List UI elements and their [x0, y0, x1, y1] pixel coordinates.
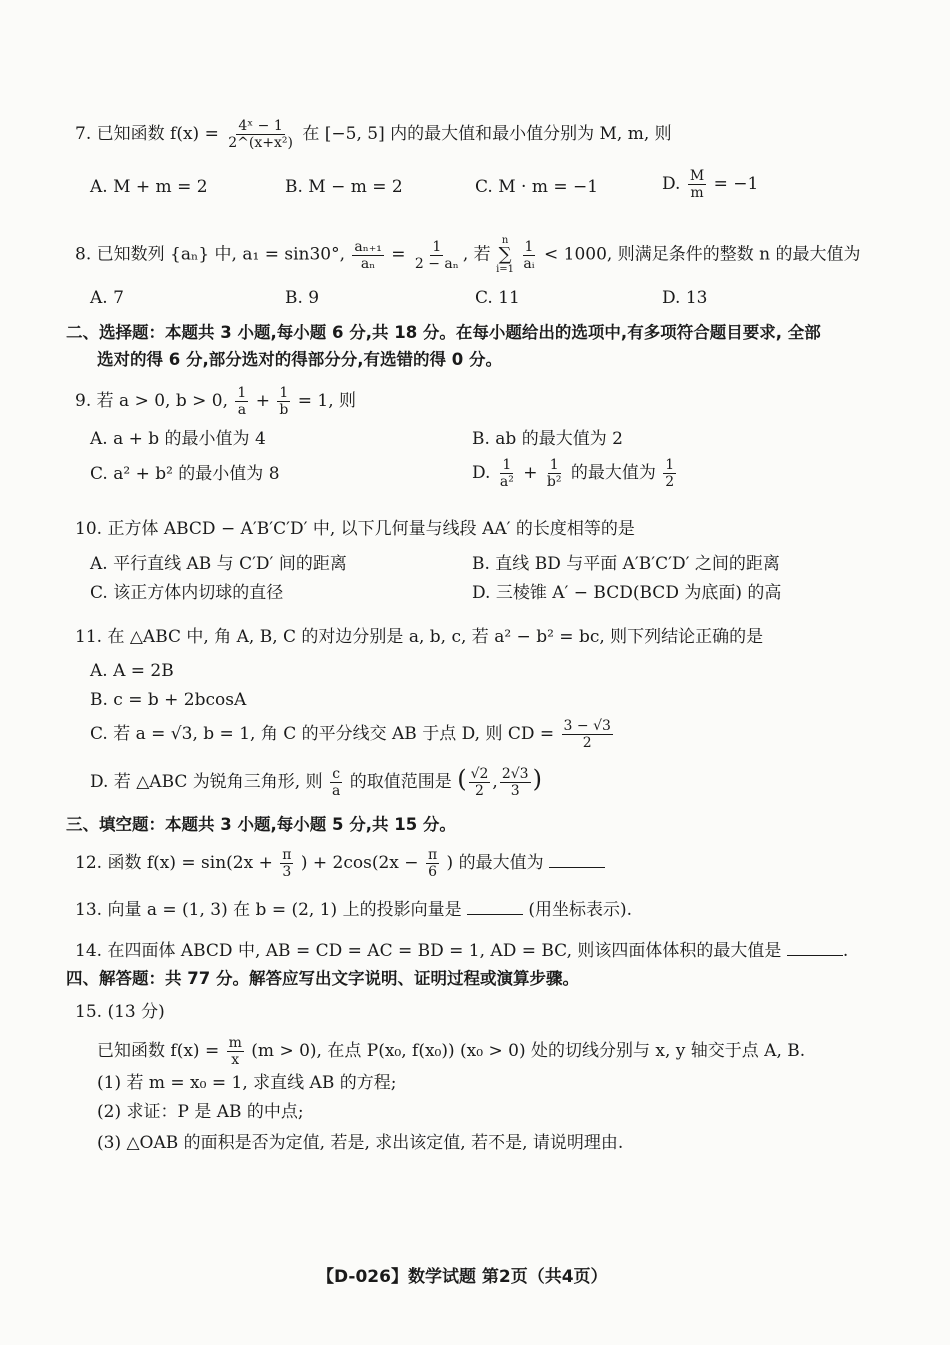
q10-option-b: B. 直线 BD 与平面 A′B′C′D′ 之间的距离 — [472, 554, 780, 574]
q9-option-c: C. a² + b² 的最小值为 8 — [90, 464, 280, 484]
section-3-heading: 三、填空题：本题共 3 小题,每小题 5 分,共 15 分。 — [66, 815, 456, 834]
q7-stem: 7. 已知函数 f(x) = $\frac{\text{4ˣ − 1}}{\text{2\textasciicircum{}(x+x²)}}$ 在 [−5, 5] 内的最大值和最小值分别为 M, m, 则 — [75, 118, 672, 151]
q10-option-a: A. 平行直线 AB 与 C′D′ 间的距离 — [90, 554, 347, 574]
q15-part-2: (2) 求证：P 是 AB 的中点; — [97, 1102, 304, 1122]
q13-stem: 13. 向量 a = (1, 3) 在 b = (2, 1) 上的投影向量是 (用坐标表示). — [75, 900, 633, 920]
q7-option-a: A. M + m = 2 — [90, 177, 208, 197]
q7-fraction: $\frac{\text{4ˣ − 1}}{\text{2\textasciicircum{}(x+x²)}}$ — [228, 118, 293, 151]
q10-option-d: D. 三棱锥 A′ − BCD(BCD 为底面) 的高 — [472, 583, 782, 603]
q15-stem: 已知函数 f(x) = $\frac{m}{x}$ (m > 0), 在点 P(x₀, f(x₀)) (x₀ > 0) 处的切线分别与 x, y 轴交于点 A, B. — [97, 1035, 806, 1068]
q12-stem: 12. 函数 f(x) = sin(2x + $\frac{\pi}{3}$ ) + 2cos(2x − $\frac{\pi}{6}$ ) 的最大值为 — [75, 847, 605, 880]
q9-option-a: A. a + b 的最小值为 4 — [90, 429, 266, 449]
q10-option-c: C. 该正方体内切球的直径 — [90, 583, 284, 603]
q13-answer-blank[interactable] — [467, 900, 523, 915]
q15-header: 15. (13 分) — [75, 1002, 165, 1022]
q7-option-d: D. $\frac{M}{m}$ = −1 — [662, 168, 759, 201]
q12-answer-blank[interactable] — [549, 853, 605, 868]
q9-option-b: B. ab 的最大值为 2 — [472, 429, 623, 449]
q15-part-3: (3) △OAB 的面积是否为定值, 若是, 求出该定值, 若不是, 请说明理由. — [97, 1133, 624, 1153]
q9-stem: 9. 若 a > 0, b > 0, $\frac{1}{a}$ + $\frac{1}{b}$ = 1, 则 — [75, 385, 357, 418]
section-4-heading: 四、解答题：共 77 分。解答应写出文字说明、证明过程或演算步骤。 — [66, 969, 579, 988]
section-2-heading-cont: 选对的得 6 分,部分选对的得部分分,有选错的得 0 分。 — [97, 350, 502, 369]
q9-option-d: D. $\frac{1}{\text{a²}}$ + $\frac{1}{\text{b²}}$ 的最大值为 $\frac{1}{2}$ — [472, 457, 675, 490]
q15-part-1: (1) 若 m = x₀ = 1, 求直线 AB 的方程; — [97, 1073, 397, 1093]
q8-stem: 8. 已知数列 {aₙ} 中, a₁ = sin30°, $\frac{\text{aₙ₊₁}}{\text{aₙ}}$ = $\frac{1}{\text{2 − aₙ}}$ , 若 n ∑ i=1 $\frac{1}{\text{aᵢ}}$ < 1000, 则满足条件的整数 n 的最大值为 — [75, 235, 861, 275]
q8-summation: n ∑ i=1 — [496, 235, 515, 275]
q14-stem: 14. 在四面体 ABCD 中, AB = CD = AC = BD = 1, AD = BC, 则该四面体体积的最大值是 . — [75, 941, 849, 961]
q8-option-c: C. 11 — [475, 288, 520, 308]
q7-option-c: C. M · m = −1 — [475, 177, 599, 197]
q8-option-a: A. 7 — [90, 288, 124, 308]
q8-option-b: B. 9 — [285, 288, 320, 308]
q11-option-c: C. 若 a = √3, b = 1, 角 C 的平分线交 AB 于点 D, 则 CD = $\frac{3 - √3}{2}$ — [90, 718, 611, 751]
q7-option-b: B. M − m = 2 — [285, 177, 403, 197]
q11-option-a: A. A = 2B — [90, 661, 174, 681]
section-2-heading: 二、选择题：本题共 3 小题,每小题 6 分,共 18 分。在每小题给出的选项中,有多项符合题目要求, 全部 — [66, 323, 821, 342]
q10-stem: 10. 正方体 ABCD − A′B′C′D′ 中, 以下几何量与线段 AA′ 的长度相等的是 — [75, 519, 635, 539]
q8-option-d: D. 13 — [662, 288, 708, 308]
q11-option-d: D. 若 △ABC 为锐角三角形, 则 $\frac{c}{a}$ 的取值范围是 ( $\frac{√2}{2}$ , $\frac{2√3}{3}$ ) — [90, 765, 542, 799]
q11-stem: 11. 在 △ABC 中, 角 A, B, C 的对边分别是 a, b, c, 若 a² − b² = bc, 则下列结论正确的是 — [75, 627, 764, 647]
q11-option-b: B. c = b + 2bcosA — [90, 690, 247, 710]
q14-answer-blank[interactable] — [787, 941, 843, 956]
page-footer: 【D-026】数学试题 第2页（共4页） — [317, 1267, 608, 1287]
